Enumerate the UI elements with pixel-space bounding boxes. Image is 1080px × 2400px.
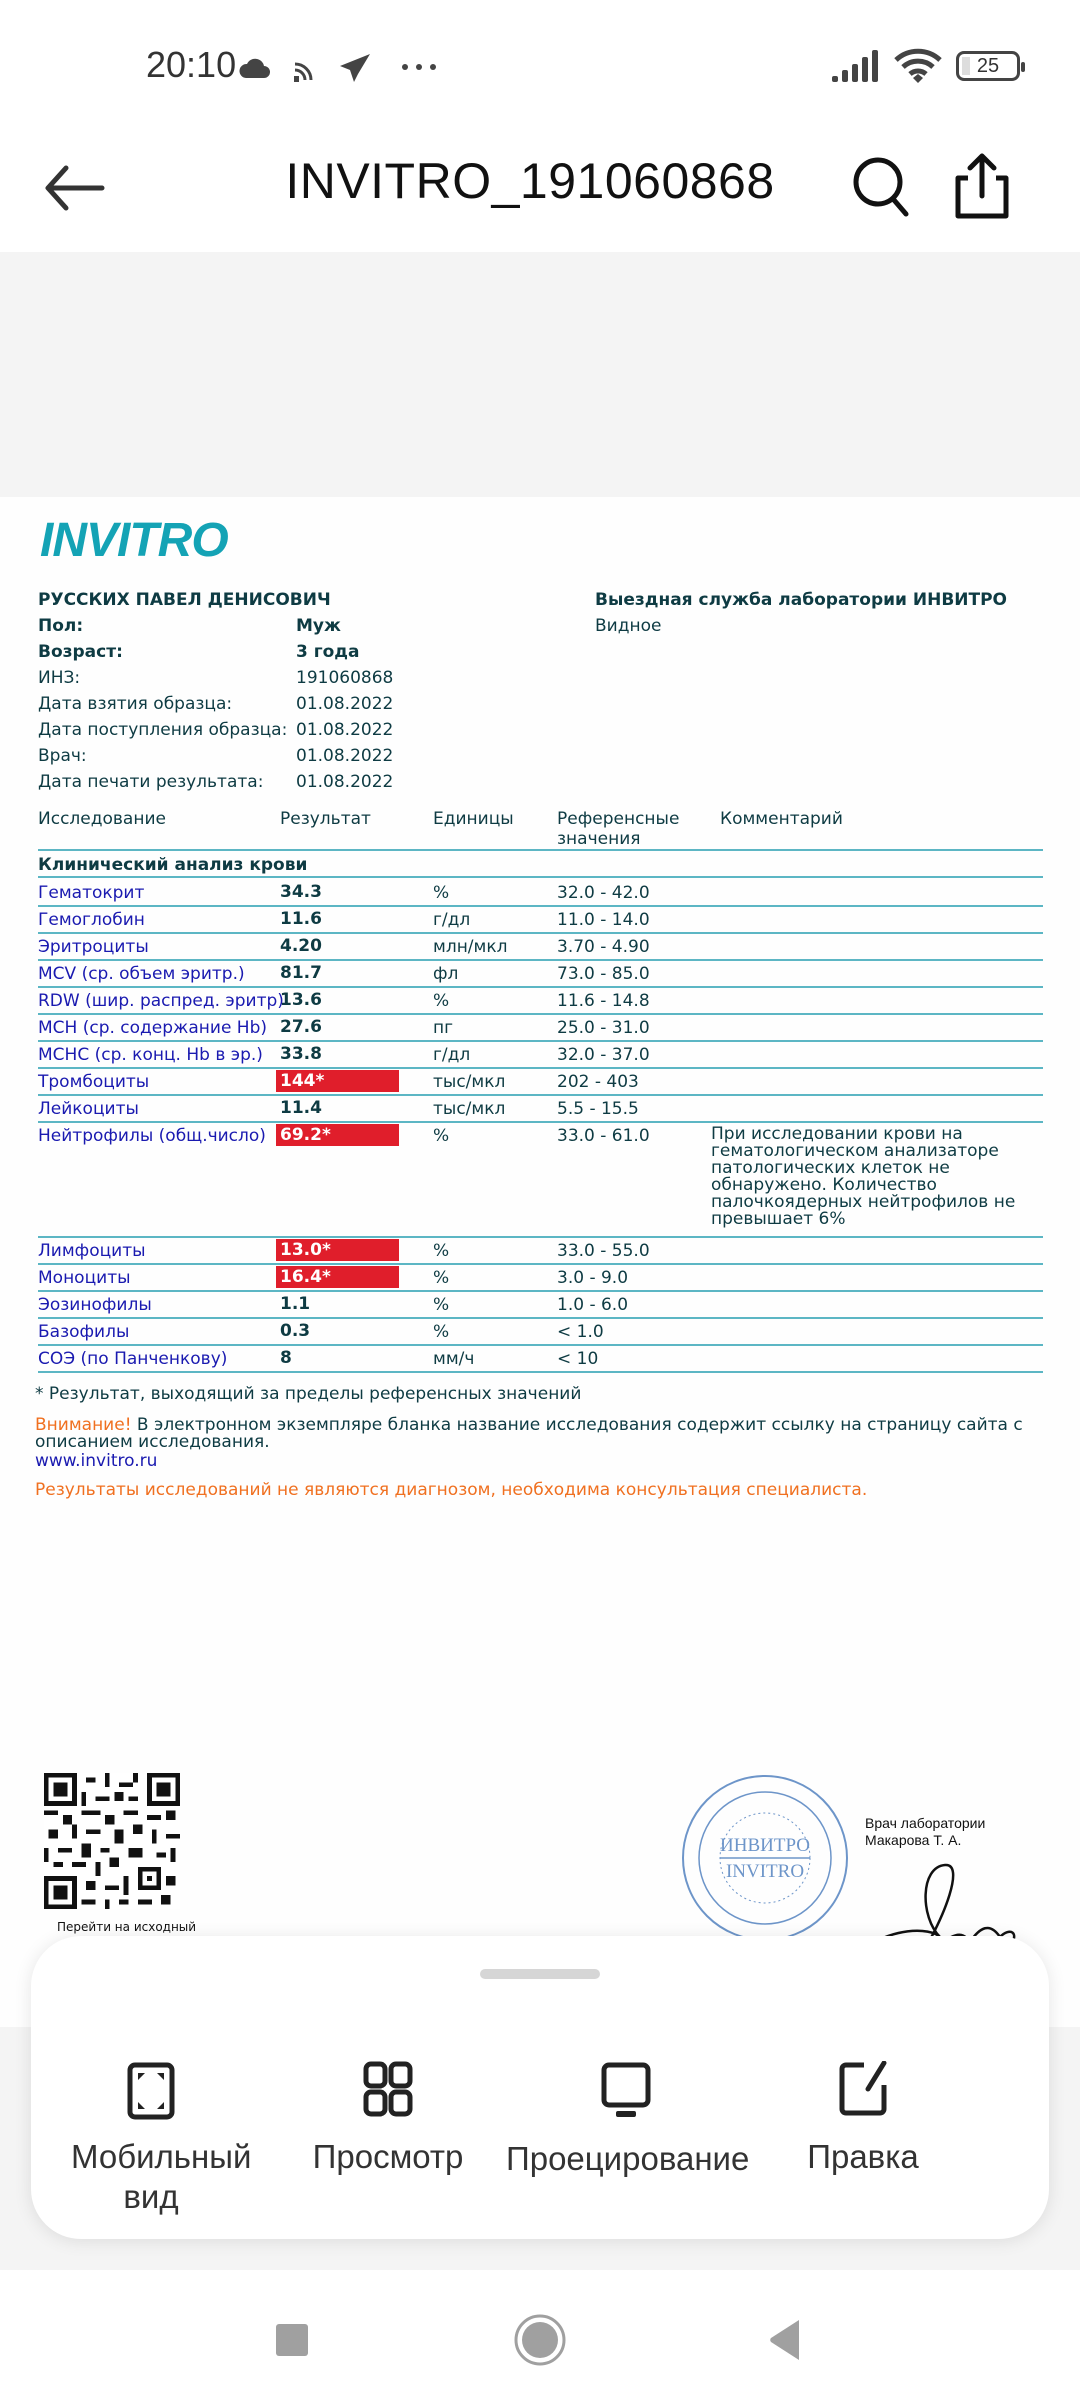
search-button[interactable] [850,152,914,222]
result-value-flagged: 16.4* [276,1266,399,1288]
reference-range: < 1.0 [557,1322,604,1342]
svg-text:ИНВИТРО: ИНВИТРО [720,1835,810,1856]
reference-range: 32.0 - 37.0 [557,1045,650,1065]
test-name-link[interactable]: Эритроциты [38,937,149,957]
reference-range: 73.0 - 85.0 [557,964,650,984]
info-label: Дата поступления образца: [38,720,288,740]
result-value: 27.6 [280,1017,322,1037]
info-value: 191060868 [296,668,394,688]
test-name-link[interactable]: Лейкоциты [38,1099,139,1119]
reference-range: 1.0 - 6.0 [557,1295,629,1315]
units: г/дл [433,910,471,930]
action-label: Правка [807,2138,919,2175]
result-comment: При исследовании крови на гематологическом анализаторе патологических клеток не обнаружено. Количество палочкоядерных нейтрофилов не превышает 6% [711,1124,1016,1229]
test-name-link[interactable]: Базофилы [38,1322,130,1342]
warning-prefix: Внимание! [35,1415,132,1435]
back-nav-button[interactable] [755,2310,815,2370]
more-icon [400,62,440,72]
home-button[interactable] [510,2310,570,2370]
doctor-title: Врач лаборатории [865,1815,986,1831]
info-value: 01.08.2022 [296,746,394,766]
patient-name: РУССКИХ ПАВЕЛ ДЕНИСОВИЧ [38,590,331,610]
test-name-link[interactable]: СОЭ (по Панченкову) [38,1349,228,1369]
units: тыс/мкл [433,1099,506,1119]
header-test: Исследование [38,809,166,829]
warning-text: В электронном экземпляре бланка название исследования содержит ссылку на страницу сайта с описанием исследования. [35,1415,1023,1452]
cloud-icon [238,56,272,80]
lab-name: Выездная служба лаборатории ИНВИТРО [595,590,1008,610]
section-title: Клинический анализ крови [38,853,1043,878]
test-name-link[interactable]: MCH (ср. содержание Hb) [38,1018,268,1038]
test-name-link[interactable]: Гемоглобин [38,910,145,930]
status-time: 20:10 [146,44,237,85]
footnote: * Результат, выходящий за пределы референсных значений [35,1384,582,1404]
result-value: 11.4 [280,1098,322,1118]
site-link[interactable]: www.invitro.ru [35,1451,158,1471]
recents-icon [262,2310,322,2370]
qr-code[interactable] [44,1773,180,1909]
header-units: Единицы [433,809,514,829]
test-name-link[interactable]: Лимфоциты [38,1241,146,1261]
table-row [38,1042,1043,1069]
grid-view-icon [363,2061,413,2117]
recents-button[interactable] [262,2310,322,2370]
reference-range: 32.0 - 42.0 [557,883,650,903]
table-row [38,1015,1043,1042]
action-label: Проецирование [506,2140,750,2177]
info-value: Муж [296,616,341,636]
units: пг [433,1018,454,1038]
doctor-signature-block [865,1815,985,1849]
reference-range: 11.6 - 14.8 [557,991,650,1011]
table-row [38,907,1043,934]
app-bar [0,130,1080,250]
action-label: Просмотр [312,2138,464,2175]
back-icon [755,2310,815,2370]
units: % [433,991,450,1011]
table-row [38,1292,1043,1319]
table-row [38,988,1043,1015]
header-reference [557,809,679,849]
share-icon [950,150,1014,220]
units: % [433,883,450,903]
info-label: ИНЗ: [38,668,81,688]
status-bar [0,0,1080,130]
test-name-link[interactable]: MCHC (ср. конц. Hb в эр.) [38,1045,263,1065]
reference-range: 3.0 - 9.0 [557,1268,629,1288]
edit-icon [838,2061,888,2117]
test-name-link[interactable]: RDW (шир. распред. эритр) [38,991,284,1011]
units: тыс/мкл [433,1072,506,1092]
test-name-link[interactable]: Тромбоциты [38,1072,150,1092]
info-value: 01.08.2022 [296,720,394,740]
units: % [433,1268,450,1288]
units: фл [433,964,459,984]
result-value-flagged: 13.0* [276,1239,399,1261]
units: % [433,1241,450,1261]
battery-level: 25 [976,54,1000,77]
document-title: INVITRO_191060868 [285,153,775,209]
units: мм/ч [433,1349,475,1369]
header-reference-line2: значения [557,829,641,849]
doctor-name: Макарова Т. А. [865,1832,962,1848]
result-value: 11.6 [280,909,322,929]
qr-label: Перейти на исходный [57,1920,197,1934]
test-name-link[interactable]: Нейтрофилы (общ.число) [38,1126,266,1146]
result-value-flagged: 69.2* [276,1124,399,1146]
disclaimer: Результаты исследований не являются диагнозом, необходима консультация специалиста. [35,1480,868,1500]
result-value: 8 [280,1348,292,1368]
edit-button[interactable] [743,2061,983,2177]
header-result: Результат [280,809,371,829]
cast-icon [292,54,318,84]
system-nav-bar [0,2270,1080,2400]
document-page[interactable] [0,497,1080,2027]
test-name-link[interactable]: Моноциты [38,1268,131,1288]
reference-range: 5.5 - 15.5 [557,1099,639,1119]
warning-notice [35,1417,1045,1451]
share-button[interactable] [950,150,1014,220]
result-value-flagged: 144* [276,1070,399,1092]
header-reference-line1: Референсные [557,809,680,829]
wifi-icon [894,48,942,84]
home-icon [510,2310,570,2370]
projection-button[interactable] [506,2061,750,2179]
table-row [38,1123,1043,1238]
table-row [38,961,1043,988]
result-value: 34.3 [280,882,322,902]
table-row [38,1069,1043,1096]
reference-range: 25.0 - 31.0 [557,1018,650,1038]
info-label: Пол: [38,616,84,636]
lab-city: Видное [595,616,662,636]
table-row [38,880,1043,907]
result-value: 4.20 [280,936,322,956]
test-name-link[interactable]: Гематокрит [38,883,145,903]
result-value: 81.7 [280,963,322,983]
table-row [38,1319,1043,1346]
result-value: 1.1 [280,1294,311,1314]
info-label: Дата взятия образца: [38,694,233,714]
result-value: 13.6 [280,990,322,1010]
result-value: 0.3 [280,1321,311,1341]
mobile-view-button[interactable] [31,2061,271,2217]
reference-range: 202 - 403 [557,1072,639,1092]
sheet-drag-handle[interactable] [480,1969,600,1979]
reference-range: 33.0 - 61.0 [557,1126,650,1146]
reference-range: 33.0 - 55.0 [557,1241,650,1261]
action-label: Мобильный вид [71,2138,252,2215]
search-icon [850,152,914,222]
reference-range: 3.70 - 4.90 [557,937,650,957]
result-value: 33.8 [280,1044,322,1064]
info-value: 3 года [296,642,360,662]
table-row [38,934,1043,961]
battery-icon [956,51,1020,81]
info-value: 01.08.2022 [296,694,394,714]
header-comment: Комментарий [720,809,843,829]
lab-stamp [680,1773,850,1943]
units: млн/мкл [433,937,508,957]
units: % [433,1322,450,1342]
telegram-icon [338,52,372,84]
signal-icon [832,50,880,82]
test-name-link[interactable]: Эозинофилы [38,1295,152,1315]
reference-range: 11.0 - 14.0 [557,910,650,930]
units: г/дл [433,1045,471,1065]
reference-range: < 10 [557,1349,599,1369]
mobile-view-icon [126,2061,176,2121]
table-row [38,1346,1043,1373]
info-value: 01.08.2022 [296,772,394,792]
units: % [433,1295,450,1315]
svg-text:INVITRO: INVITRO [725,1861,805,1882]
units: % [433,1126,450,1146]
invitro-logo: INVITRO [40,514,228,567]
table-row [38,1265,1043,1292]
bottom-sheet [31,1936,1049,2239]
table-row [38,1096,1043,1123]
projection-icon [600,2061,652,2119]
info-label: Возраст: [38,642,123,662]
info-label: Врач: [38,746,87,766]
table-row [38,1238,1043,1265]
test-name-link[interactable]: MCV (ср. объем эритр.) [38,964,245,984]
results-table-header [38,809,1043,851]
preview-button[interactable] [268,2061,508,2177]
info-label: Дата печати результата: [38,772,264,792]
